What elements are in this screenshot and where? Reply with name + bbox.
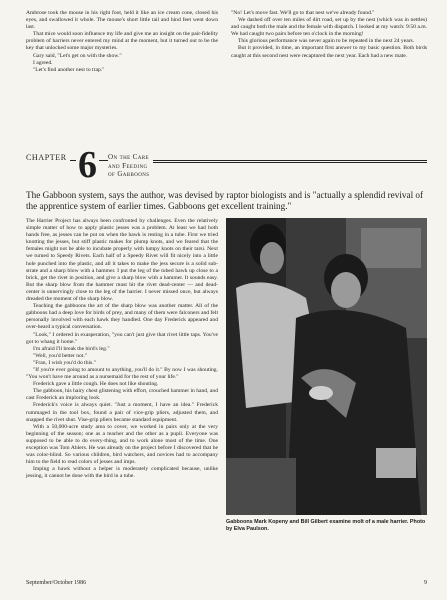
paragraph: We dashed off over ten miles of dirt road, set up by the nest (which was in nettles) and caught both the male and the female with dispatch. I looked at my watch: 9:50 a.m. We had caught two pairs before ten o'clock in the morning!: [231, 17, 427, 38]
paragraph: "If you're ever going to amount to anything, you'll do it." By now I was shouting. "You won't have me around as a nursemaid for the rest of your life.": [26, 366, 218, 381]
paragraph: Ambrose took the mouse in his right foot, held it like an ice cream cone, closed his eyes, and swallowed it whole. The mouse's short little tail and hind feet went down last.: [26, 10, 218, 31]
paragraph: The Harrier Project has always been confronted by challenges. Even the relatively simple matter of how to apply plastic jesses was a problem. At least we had both hands free, as jesses can be put on when the hawk is resting in a tube. First we tried knotting the jesses, but stiff plastic makes for plump knots, and we feared that the females might not be able to incubate properly with lumpy knots on their tarsi. Next we turned to Speedy Rivets. Each half of a Speedy Rivet will fit nicely into a little hole punched into the plastic, and all it takes to make the jess secure is a solid sub-strate and a sharp blow with a hammer. I put the leg of the tubed hawk up close to a brick, get the rivet in position, and give a sharp blow with a hammer. It sounds easy. But the sharp blow from the hammer must hit the rivet dead-center — and dead-center is unnervingly close to the leg of the harrier. I never missed once, but always dreaded the moment of the sharp blow.: [26, 218, 218, 303]
paragraph: "Let's find another nest to trap.": [33, 66, 105, 73]
top-left-column: [26, 10, 218, 74]
photo-caption: Gabboons Mark Kopeny and Bill Gilbert examine molt of a male harrier. Photo by Elva Paulson.: [226, 519, 426, 532]
paragraph: But it provided, in time, an important first answer to my basic question. Both birds caught at this second nest were recaptured the next year. Each had a new mate.: [231, 45, 427, 59]
chapter-deck: The Gabboon system, says the author, was devised by raptor biologists and is "actually a splendid revival of the apprentice system of earlier times. Gabboons get excellent training.": [26, 190, 424, 211]
chapter-number: 6: [78, 144, 97, 186]
top-right-column: [231, 10, 427, 60]
paragraph: I agreed.: [33, 59, 53, 66]
paragraph: Teaching the gabboons the art of the sharp blow was another matter. All of the gabboons had a deep love for birds of prey, and many of them were falconers and felt personally involved with each hawk they handled. One day Frederick appeared and over-heard a typical conversation.: [26, 303, 218, 331]
paragraph: The gabboon, his hairy chest glistening with effort, crouched hammer in hand, and cast Frederick an imploring look.: [26, 388, 218, 402]
paragraph: Frederick's voice is always quiet. "Just a moment, I have an idea." Frederick rummaged in the tool box, found a pair of vice-grip pliers, adjusted them, and snapped the rivet shut. Vise-grip pliers became standard equipment.: [26, 402, 218, 423]
paragraph: "Well, you'd better not.": [33, 352, 88, 359]
page-number: 9: [424, 580, 427, 586]
paragraph: This glorious performance was never again to be repeated in the next 24 years.: [238, 38, 415, 45]
chapter-title-line-3: of Gabboons: [108, 170, 150, 178]
paragraph: With a 50,000-acre study area to cover, we worked in pairs only at the very beginning of the season; one as a teacher and the other as a pupil. Everyone was supposed to be able to do every-thing, and to work alone most of the time. One exception was Tom Ahlers. He was already on the project before I discovered that he was color-blind. So various children, bird watchers, and novices had to accompany him to the field to read colors of jesses and imps.: [26, 423, 218, 466]
paragraph: That mice would soon influence my life and give me an insight on the pair-fidelity problem of harriers never entered my mind at the moment, but it turned out to be the key that unlocked some major mysteries.: [26, 31, 218, 52]
paragraph: "Look," I ordered in exasperation, "you can't just give that rivet little taps. You've got to whang it home.": [26, 331, 218, 345]
paragraph: Imping a hawk without a helper is moderately complicated because, unlike jessing, it cannot be done with the bird in a tube.: [26, 466, 218, 480]
chapter-title-line-2: and Feeding: [108, 161, 148, 170]
paragraph: "Fran, I wish you'd do this.": [33, 359, 96, 366]
body-column: [26, 218, 218, 480]
paragraph: "No! Let's move fast. We'll go to that nest we've already found.": [231, 10, 375, 16]
chapter-title-line-1: On the Care: [108, 153, 149, 161]
paragraph: I'm afraid I'll break the bird's leg.": [33, 345, 110, 352]
paragraph: Frederick gave a little cough. He does not like shouting.: [33, 381, 159, 388]
photo: [226, 218, 427, 515]
chapter-rule-secondary: [148, 162, 427, 163]
footer-issue: September/October 1986: [26, 580, 87, 586]
chapter-label: CHAPTER: [26, 153, 70, 162]
chapter-title: [108, 153, 153, 179]
photo-illustration: [226, 218, 427, 515]
paragraph: Gary said, "Let's get on with the show.": [33, 52, 122, 59]
